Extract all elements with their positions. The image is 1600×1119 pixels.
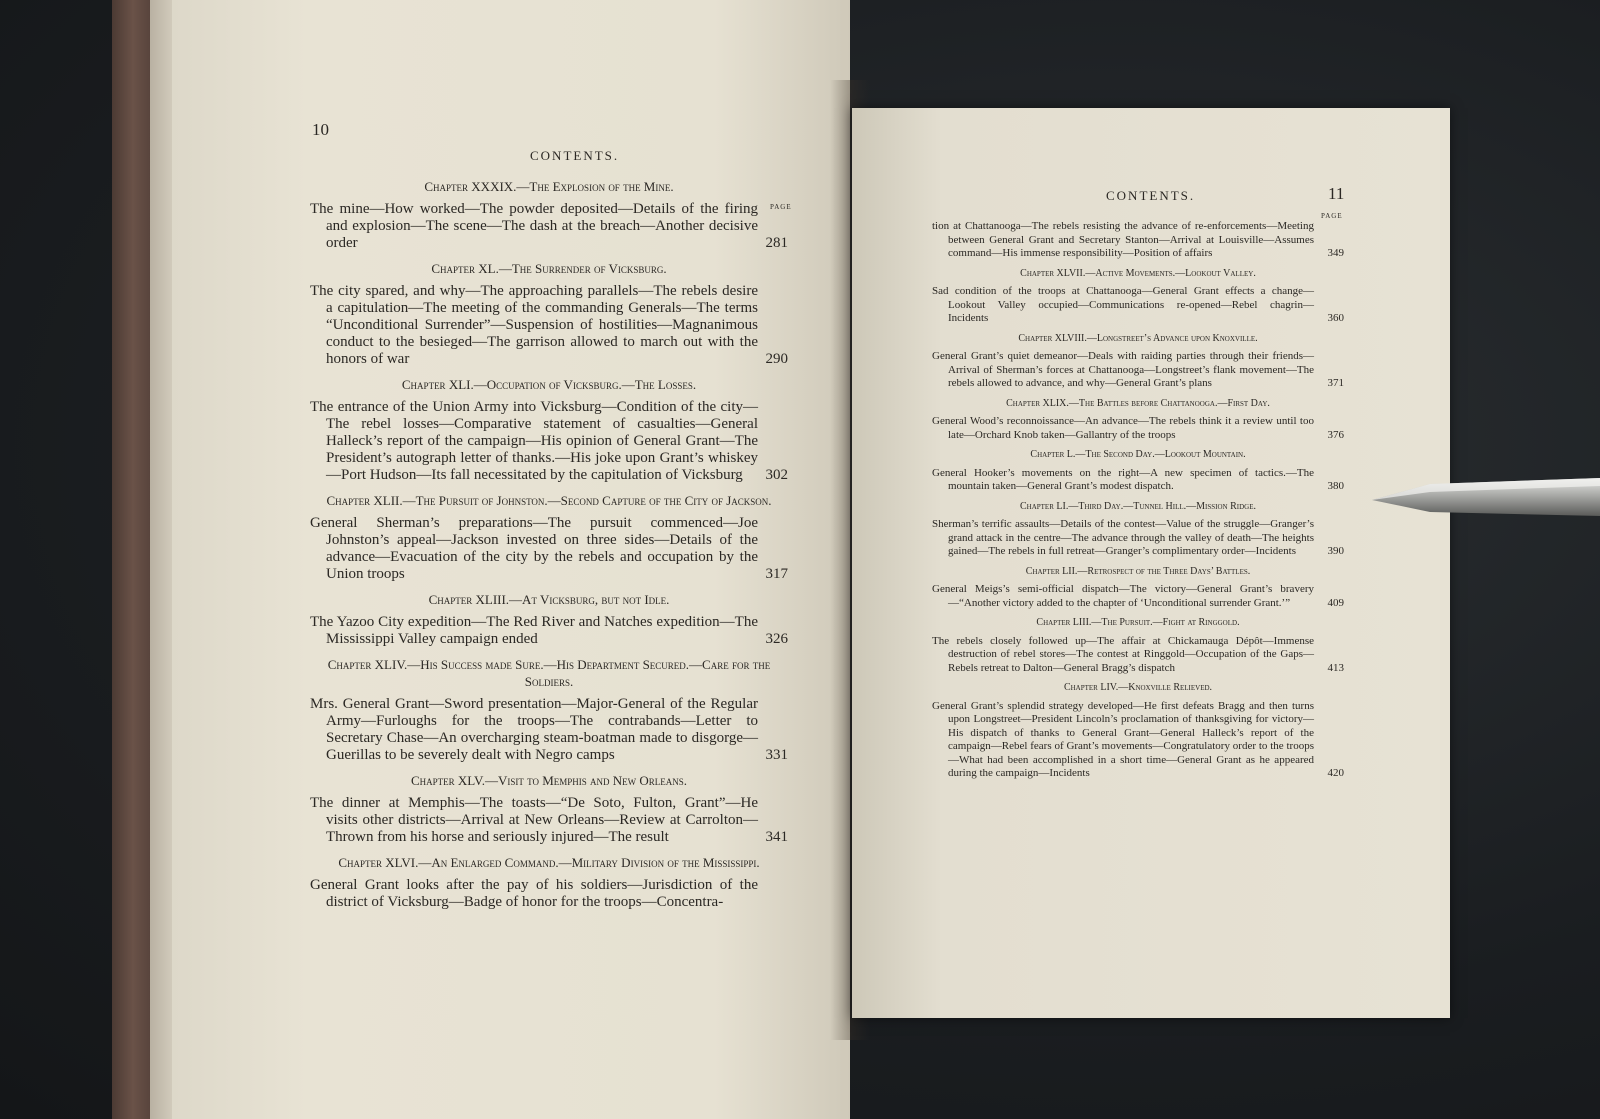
page-reference: 376 [1327, 428, 1344, 441]
chapter-heading: Chapter XXXIX.—The Explosion of the Mine. [424, 179, 674, 194]
chapter-summary [310, 201, 788, 252]
page-reference: 390 [1327, 545, 1344, 557]
summary-text: The dinner at Memphis—The toasts—“De Soto, Fulton, Grant”—He visits other districts—Arrival at New Orleans—Review at Carrolton—Thrown from his horse and seriously injured—The result [310, 795, 758, 845]
chapter-summary [932, 700, 1344, 781]
page-reference: 371 [1327, 377, 1344, 389]
left-page-number: 10 [312, 120, 329, 139]
chapter-heading: Chapter XLVIII.—Longstreet’s Advance upon Knoxville. [1018, 332, 1258, 344]
chapter-heading: Chapter XLIX.—The Battles before Chattanooga.—First Day. [1006, 397, 1270, 409]
summary-text: General Grant’s splendid strategy developed—He first defeats Bragg and then turns upon Longstreet—President Lincoln’s proclamation of thanksgiving for victory—His dispatch of thanks to General Grant—General Halleck’s report of the campaign—Rebel fears of Grant’s movements—Congratulatory order to the troops—What had been accomplished in a short time—General Grant as he appeared during the campaign—Incidents [932, 699, 1314, 779]
chapter-summary [932, 220, 1344, 261]
chapter-summary [932, 285, 1344, 326]
chapter-heading: Chapter XLV.—Visit to Memphis and New Orleans. [410, 773, 688, 788]
left-running-head: CONTENTS. [530, 148, 620, 163]
page-reference: 317 [765, 566, 788, 582]
chapter-summary [932, 350, 1344, 391]
chapter-summary [310, 696, 788, 764]
page-reference: 290 [765, 351, 788, 367]
chapter-summary [932, 415, 1344, 442]
chapter-summary [310, 795, 788, 846]
summary-text: The entrance of the Union Army into Vicksburg—Condition of the city—The rebel losses—Comparative statement of casualties—General Halleck’s report of the campaign—His opinion of General Grant—The President’s autograph letter of thanks.—His joke upon Grant’s whiskey—Port Hudson—Its fall necessitated by the capitulation of Vicksburg [310, 399, 758, 483]
chapter-heading: Chapter LI.—Third Day.—Tunnel Hill.—Mission Ridge. [1019, 500, 1256, 512]
summary-text: General Grant looks after the pay of his soldiers—Jurisdiction of the district of Vicksburg—Badge of honor for the troops—Concentra- [310, 877, 758, 910]
chapter-heading: Chapter LIII.—The Pursuit.—Fight at Ringgold. [1036, 617, 1240, 628]
knife-blade [1370, 474, 1600, 520]
summary-text: Sad condition of the troops at Chattanooga—General Grant effects a change—Lookout Valley occupied—Communications re-opened—Rebel chagrin—Incidents [932, 285, 1314, 324]
left-contents-list [310, 170, 788, 911]
chapter-summary [310, 399, 788, 484]
summary-text: General Grant’s quiet demeanor—Deals with raiding parties through their friends—Arrival of Sherman’s forces at Chattanooga—Longstreet’s flank movement—The rebels allowed to advance, and why—General Grant’s plans [932, 350, 1314, 389]
chapter-heading: Chapter XLI.—Occupation of Vicksburg.—The Losses. [401, 377, 697, 392]
chapter-heading: Chapter XLVI.—An Enlarged Command.—Military Division of the Mississippi. [338, 855, 760, 870]
summary-text: General Hooker’s movements on the right—A new specimen of tactics.—The mountain taken—General Grant’s modest dispatch. [932, 466, 1314, 492]
chapter-heading: Chapter L.—The Second Day.—Lookout Mountain. [1030, 449, 1246, 460]
right-running-head: CONTENTS. [1106, 188, 1196, 203]
chapter-heading: Chapter XLIII.—At Vicksburg, but not Idle. [428, 592, 670, 607]
right-page [852, 108, 1450, 1018]
summary-text: The mine—How worked—The powder deposited—Details of the firing and explosion—The scene—The dash at the breach—Another decisive order [310, 201, 758, 251]
summary-text: General Sherman’s preparations—The pursuit commenced—Joe Johnston’s appeal—Jackson invested on three sides—Details of the advance—Evacuation of the city by the rebels and occupation by the Union troops [310, 515, 758, 582]
left-page-label: PAGE [770, 203, 792, 211]
summary-text: Mrs. General Grant—Sword presentation—Major-General of the Regular Army—Furloughs for the troops—The contrabands—Letter to Secretary Chase—An overcharging steam-boatman made to disgorge—Guerillas to be severely dealt with Negro camps [310, 696, 758, 763]
page-reference: 380 [1327, 480, 1344, 492]
chapter-summary [932, 467, 1344, 494]
page-reference: 331 [765, 747, 788, 763]
right-contents-list [932, 220, 1344, 781]
chapter-summary [310, 283, 788, 368]
chapter-summary [932, 635, 1344, 676]
page-reference: 349 [1327, 247, 1344, 259]
chapter-heading: Chapter LII.—Retrospect of the Three Days’ Battles. [1025, 565, 1251, 577]
page-reference: 409 [1327, 596, 1344, 609]
page-reference: 281 [765, 235, 788, 251]
summary-text: The city spared, and why—The approaching parallels—The rebels desire a capitulation—The meeting of the commanding Generals—The terms “Unconditional Surrender”—Suspension of hostilities—Magnanimous conduct to the besieged—The garrison allowed to march out with the honors of war [310, 283, 758, 367]
chapter-summary [310, 614, 788, 648]
chapter-heading: Chapter LIV.—Knoxville Relieved. [1063, 682, 1213, 693]
chapter-summary [932, 583, 1344, 610]
page-reference: 302 [765, 467, 788, 483]
page-reference: 341 [765, 829, 788, 845]
right-page-number: 11 [1328, 184, 1345, 203]
summary-text: Sherman’s terrific assaults—Details of the contest—Value of the struggle—Granger’s grand attack in the centre—The advance through the valley of death—The heights gained—The rebels in full retreat—Granger’s complimentary order—Incidents [932, 518, 1314, 557]
right-page-label: PAGE [1321, 212, 1343, 220]
chapter-heading: Chapter XL.—The Surrender of Vicksburg. [431, 261, 667, 276]
chapter-heading: Chapter XLVII.—Active Movements.—Lookout Valley. [1020, 267, 1256, 279]
chapter-heading: Chapter XLII.—The Pursuit of Johnston.—Second Capture of the City of Jackson. [326, 493, 772, 508]
summary-text: General Wood’s reconnoissance—An advance—The rebels think it a review until too late—Orchard Knob taken—Gallantry of the troops [932, 415, 1314, 441]
page-reference: 360 [1327, 312, 1344, 324]
chapter-summary [310, 515, 788, 583]
chapter-summary [932, 518, 1344, 559]
summary-text: tion at Chattanooga—The rebels resisting the advance of re-enforcements—Meeting between General Grant and Secretary Stanton—Arrival at Louisville—Assumes command—His immense responsibility—Position of affairs [932, 220, 1314, 259]
left-page [172, 0, 850, 1119]
chapter-summary [310, 877, 788, 911]
summary-text: General Meigs’s semi-official dispatch—The victory—General Grant’s bravery—“Another victory added to the chapter of ‘Unconditional surrender Grant.’” [932, 583, 1314, 609]
chapter-heading: Chapter XLIV.—His Success made Sure.—His Department Secured.—Care for the Soldiers. [327, 657, 771, 689]
page-reference: 326 [765, 631, 788, 647]
summary-text: The rebels closely followed up—The affair at Chickamauga Dépôt—Immense destruction of rebel stores—The contest at Ringgold—Occupation of the Gaps—Rebels retreat to Dalton—General Bragg’s dispatch [932, 634, 1314, 674]
summary-text: The Yazoo City expedition—The Red River and Natches expedition—The Mississippi Valley campaign ended [310, 614, 758, 647]
page-reference: 413 [1327, 661, 1344, 674]
page-reference: 420 [1327, 767, 1344, 779]
